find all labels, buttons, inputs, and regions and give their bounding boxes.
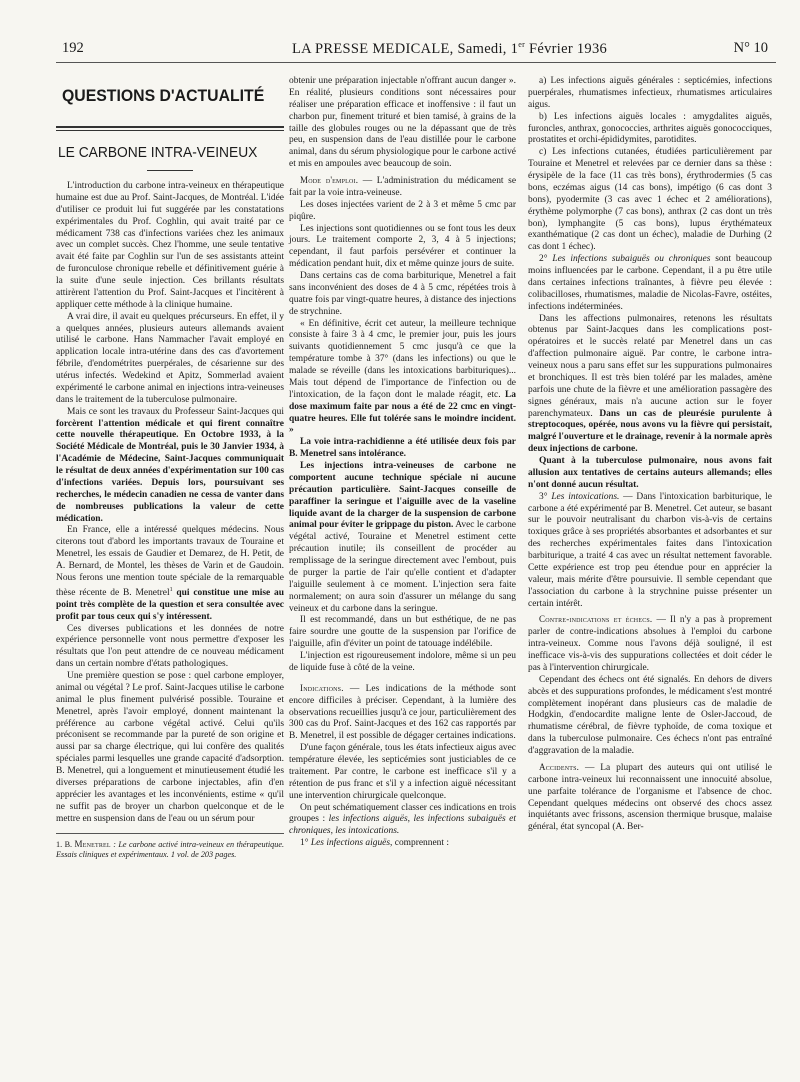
paragraph: c) Les infections cutanées, étudiées particulièrement par Touraine et Menetrel et relevées par ce dernier dans sa thèse : érysipèle de la face (11 cas très bons), érythrodermies (5 cas bons, eczémas aigus (14 cas bons), impétigo (6 cas dont 3 bons), pyodermite (3 cas avec 1 échec et 2 améliorations), érythème polymorphe (7 cas bons), anthrax (2 cas dont un très bon), lymphangite (5 cas bons), lupus érythémateux exanthématique (2 cas dont un échec), maladie de Durhing (2 cas dont 1 échec). bbox=[528, 147, 772, 253]
text-run: En France, elle a intéressé quelques médecins. Nous citerons tout d'abord les importants travaux de Touraine et Menetrel, les essais de Gaudier et Demarez, de H. Petit, de A. Bernard, de Montel, les thèses de Varin et de Gaudoin. Nous ferons une mention toute spéciale de la remarquable thèse récente de B. Menetrel bbox=[56, 525, 284, 598]
italic-run: Les infections aiguës bbox=[310, 838, 391, 849]
paragraph: a) Les infections aiguës générales : septicémies, infections puerpérales, rhumatismes infectieux, rhumatismes articulaires aigus. bbox=[528, 76, 772, 110]
text-run: — La plupart des auteurs qui ont utilisé le carbone intra-veineux lui reconnaissent une innocuité absolue, une parfaite tolérance de l'organisme et l'absence de choc. Cependant quelques médecins ont observé des chocs assez inquiétants avec frissons, ascension thermique brusque, malaise général, état syncopal (A. Ber- bbox=[528, 762, 772, 833]
paragraph bbox=[528, 762, 772, 834]
bold-run: La voie intra-rachidienne a été utilisée deux fois par B. Menetrel sans intolérance. bbox=[289, 437, 516, 460]
paragraph: L'injection est rigoureusement indolore, même si un peu de liquide fuse à côté de la veine. bbox=[289, 651, 516, 673]
journal-date: Février 1936 bbox=[528, 40, 608, 57]
footnote-ref: 1 bbox=[169, 586, 173, 593]
paragraph bbox=[528, 614, 772, 674]
bold-run: forcèrent l'attention médicale et qui firent connaître cette nouvelle thérapeutique. En Octobre 1933, à la Société Médicale de Montréal, puis le 30 Janvier 1934, à l'Académie de Médecine, Saint-Jacques communiquait le résultat de deux années d'expérimentation sur 100 cas d'infections variées. Depuis lors, poursuivant ses recherches, le médecin canadien ne cessa de vanter dans de nombreuses publications la valeur de cette médication. bbox=[56, 418, 284, 524]
header-rule bbox=[56, 62, 776, 63]
footnote bbox=[56, 839, 284, 860]
italic-run: Les infections subaiguës ou chroniques bbox=[552, 254, 711, 265]
paragraph: b) Les infections aiguës locales : amygdalites aiguës, furoncles, anthrax, gonococcies, arthrites aiguës gonococciques, prostatites et orchi-épididymites, parotidites. bbox=[528, 111, 772, 146]
paragraph bbox=[528, 314, 772, 457]
paragraph bbox=[289, 683, 516, 743]
issue-number: N° 10 bbox=[733, 40, 768, 56]
footnote-num: 1. B. bbox=[56, 840, 75, 850]
bold-run: Les injections intra-veineuses de carbone ne comportent aucune technique spéciale ni aucune précaution particulière. Saint-Jacques conseille de paraffiner la seringue et l'aiguille avec de la vaseline liquide avant de la charger de la suspension de carbone animal pour éviter le grippage du piston. bbox=[289, 461, 516, 531]
text-run: 1° bbox=[300, 838, 311, 849]
subheading: Contre-indications et échecs. bbox=[539, 614, 653, 625]
paragraph bbox=[56, 525, 284, 623]
bold-run: Quant à la tuberculose pulmonaire, nous avons fait allusion aux tentatives de certains auteurs allemands; elles n'ont donné aucun résultat. bbox=[528, 456, 772, 490]
text-run: Mais ce sont les travaux du Professeur Saint-Jacques qui bbox=[67, 406, 284, 417]
column-3 bbox=[528, 76, 772, 834]
italic-run: Les intoxications. bbox=[551, 491, 620, 502]
footnote-rule bbox=[56, 833, 284, 834]
paragraph bbox=[528, 254, 772, 313]
text-run: — L'administration du médicament se fait par la voie intra-veineuse. bbox=[289, 176, 517, 198]
text-run: Dans les affections pulmonaires, retenons les résultats obtenus par Saint-Jacques dans les complications post-opératoires et le succès relaté par Menetrel dans un cas d'affection pulmonaire aiguë. Par contre, le carbone intra-veineux nous a paru sans effet sur les suppurations pulmonaires et bronchiques. Il est très bien toléré par les malades, amène parfois une chute de la fièvre et une amélioration passagère des signes généraux, mais n'a aucune action sur le foyer parenchymateux. bbox=[528, 313, 772, 419]
journal-title bbox=[292, 40, 607, 58]
article-title: LE CARBONE INTRA-VEINEUX bbox=[58, 144, 258, 161]
journal-title-text: LA PRESSE MEDICALE, Samedi, 1 bbox=[292, 40, 519, 57]
section-double-rule bbox=[56, 126, 284, 131]
paragraph: Il est recommandé, dans un but esthétique, de ne pas faire sourdre une goutte de la suspension par l'orifice de l'aiguille, afin d'éviter un point de tatouage indélébile. bbox=[289, 615, 516, 650]
paragraph: Cependant des échecs ont été signalés. En dehors de divers abcès et des suppurations profondes, le médicament s'est montré complètement inopérant dans plusieurs cas de maladie de Hodgkin, d'endocardite maligne lente de Osler-Jaccoud, de rhumatisme cérébral, de fièvre typhoïde, de coma toxique et dans la tuberculose pulmonaire. Ces échecs n'ont pas entraîné d'aggravation de la maladie. bbox=[528, 674, 772, 756]
column-1 bbox=[56, 74, 284, 860]
column-2 bbox=[289, 76, 516, 850]
footnote-author: Menetrel bbox=[74, 839, 111, 850]
text-run: — Il n'y a pas à proprement parler de contre-indications absolues à l'emploi du carbone intra-veineux. Comme nous l'avons déjà souligné, il est inefficace vis-à-vis des suppurations collectées et doit céder le pas à l'intervention chirurgicale. bbox=[528, 615, 772, 673]
text-run: — Dans l'intoxication barbiturique, le carbone a été expérimenté par B. Menetrel. Cet auteur, se basant sur le pouvoir neutralisant du charbon vis-à-vis de certains toxiques grâce à ses propriétés absorbantes et adsorbantes et sur des recherches expérimentales faites dans l'intoxication barbiturique, a traité 4 cas avec un résultat nettement favorable. Cette expérience est trop peu étendue pour en apprécier la valeur, mais mérite d'être poursuivie. Il semble cependant que l'association du carbone à la strychnine puisse présenter un certain intérêt. bbox=[528, 491, 772, 609]
paragraph: L'introduction du carbone intra-veineux en thérapeutique humaine est due au Prof. Saint-Jacques, de Montréal. L'idée d'utiliser ce produit lui fut suggérée par les constatations expérimentales du Prof. Coghlin, qui avait traité par ce médicament 738 cas d'infections variées chez les animaux avec un complet succès. Chez l'homme, une seule tentative avait été faite par Coghlin sur l'un de ses assistants atteint de furonculose chronique rebelle et définitivement guérie à la suite d'une seule injection. Ces brillants résultats attirèrent l'attention du Prof. Saint-Jacques et l'incitèrent à appliquer cette méthode à la clinique humaine. bbox=[56, 181, 284, 310]
text-run: On peut schématiquement classer ces indications en trois groupes : bbox=[289, 802, 516, 825]
subheading: Indications. bbox=[300, 682, 344, 693]
section-title: QUESTIONS D'ACTUALITÉ bbox=[62, 86, 265, 105]
subheading: Accidents. bbox=[539, 761, 580, 772]
title-rule bbox=[147, 170, 193, 171]
text-run: « En définitive, écrit cet auteur, la meilleure technique consiste à faire 3 à 4 cmc, le premier jour, puis les jours suivants quotidiennement 5 cmc jusqu'à ce que la température tombe à 37° (dans les infections) ou que le malade se réveille (dans les intoxications barbituriques)... Mais tout dépend de l'importance de l'infection ou de l'intoxication, de la façon dont le malade réagit, etc. bbox=[289, 318, 516, 400]
bold-run: Dans un cas de pleurésie purulente à streptocoques, opérée, nous avons vu la fièvre qui persistait, malgré l'ouverture et le drainage, revenir à la normale après deux injections de carbone. bbox=[528, 408, 772, 455]
paragraph bbox=[528, 492, 772, 611]
paragraph bbox=[289, 461, 516, 615]
text-run: — Les indications de la méthode sont encore difficiles à préciser. Cependant, à la lumière des observations recueillies jusqu'à ce jour, particulièrement des 300 cas du Prof. Saint-Jacques et des 162 cas rapportés par B. Menetrel, il est possible de dégager certaines indications. bbox=[289, 683, 516, 742]
journal-title-sup: er bbox=[518, 40, 526, 49]
paragraph bbox=[56, 407, 284, 526]
paragraph bbox=[289, 838, 516, 850]
paragraph bbox=[528, 456, 772, 492]
paragraph: D'une façon générale, tous les états infectieux aigus avec température élevée, les septicémies sont justiciables de ce traitement. Par contre, le carbone est inefficace s'il y a rétention de pus franc et s'il y a infection aiguë nécessitant une intervention chirurgicale quelconque. bbox=[289, 743, 516, 801]
paragraph bbox=[289, 437, 516, 461]
running-header bbox=[48, 40, 768, 64]
footnote-text: : Le carbone activé intra-veineux en thérapeutique. Essais cliniques et expérimentaux. 1 vol. de 203 pages. bbox=[56, 840, 284, 860]
text-run: Avec le carbone végétal activé, Touraine et Menetrel estiment cette précaution inutile; ils conseillent de procéder au remplissage de la seringue directement avec l'embout, puis de purger la partie de l'air qu'elle contient et d'adapter l'aiguille seulement à ce moment. L'injection sera faite normalement; on aura soin d'assurer un mélange du sang veineux et du carbone dans la seringue. bbox=[289, 520, 516, 614]
text-run: 2° bbox=[539, 254, 553, 265]
paragraph: A vrai dire, il avait eu quelques précurseurs. En effet, il y a quelques années, plusieurs auteurs allemands avaient utilisé le carbone. Hans Nammacher l'avait employé en application locale intra-utérine dans des cas d'avortement fébrile, d'endométrites puerpérales, de césarienne sur des utérus infectés. Wedekind et Apitz, Sommerlad avaient expérimenté le carbone animal en injections intra-veineuses dans le traitement de la tuberculose pulmonaire. bbox=[56, 311, 284, 405]
text-run: 3° bbox=[539, 491, 552, 502]
page-number: 192 bbox=[62, 40, 84, 56]
paragraph bbox=[289, 319, 516, 438]
bold-run: La dose maximum faite par nous a été de 22 cmc en vingt-quatre heures. Elle fut tolérée sans le moindre incident. » bbox=[289, 389, 516, 436]
paragraph: Une première question se pose : quel carbone employer, animal ou végétal ? Le prof. Saint-Jacques utilise le carbone animal le plus finement pulvérisé possible. Touraine et Menetrel, après l'avoir employé, donnent maintenant la préférence au carbone végétal activé. Celui qu'ils préconisent se recommande par la pureté de son origine et aussi par sa charge électrique, qui lui confère des qualités spéciales parmi lesquelles une grande capacité d'adsorption. B. Menetrel, qui a longuement et minutieusement étudié les diverses préparations de carbone injectables, afin d'en apprécier les avantages et les inconvénients, estime « qu'il ne suffit pas de broyer un charbon quelconque et de le mettre en suspension dans de l'eau ou un sérum pour bbox=[56, 671, 284, 824]
paragraph: Dans certains cas de coma barbiturique, Menetrel a fait sans inconvénient des doses de 4 à 5 cmc, répétées trois à quatre fois par vingt-quatre heures, à distance des injections de strychnine. bbox=[289, 271, 516, 317]
text-run: sont beaucoup moins influencées par le carbone. Cependant, il a pu être utile dans certaines infections traînantes, à fièvre peu élevée : colibacilloses, rhumatismes, maladie de Nicolas-Favre, ostéites, infections indéterminées. bbox=[528, 254, 772, 312]
text-run: , comprennent : bbox=[390, 838, 449, 849]
subheading: Mode d'emploi. bbox=[300, 175, 359, 185]
paragraph bbox=[289, 803, 516, 839]
bold-run: qui constitue une mise au point très complète de la question et sera consultée avec profit par tous ceux qui s'y intéressent. bbox=[56, 587, 284, 622]
italic-run: les infections aiguës, les infections subaiguës et chroniques, les intoxications. bbox=[289, 814, 516, 837]
paragraph bbox=[289, 175, 516, 200]
paragraph: obtenir une préparation injectable n'offrant aucun danger ». En réalité, plusieurs conditions sont nécessaires pour réaliser une préparation efficace et inoffensive : il faut un charbon pur, finement trituré et bien tamisé, à grains de la taille des globules rouges ou ne la dépassant que de très peu, en suspension dans de l'eau distillée pour le carbone animal, dans du sérum physiologique pour le carbone activé et mis en ampoules avec beaucoup de soin. bbox=[289, 76, 516, 170]
paragraph: Ces diverses publications et les données de notre expérience personnelle vont nous permettre d'exposer les résultats que l'on peut attendre de ce nouveau médicament dans un certain nombre d'états pathologiques. bbox=[56, 623, 284, 670]
paragraph: Les injections sont quotidiennes ou se font tous les deux jours. Le traitement comporte 2, 3, 4 à 5 injections; cependant, il faut parfois persévérer et continuer la médication pendant huit, dix et même quinze jours de suite. bbox=[289, 223, 516, 270]
paragraph: Les doses injectées varient de 2 à 3 et même 5 cmc par piqûre. bbox=[289, 199, 516, 222]
